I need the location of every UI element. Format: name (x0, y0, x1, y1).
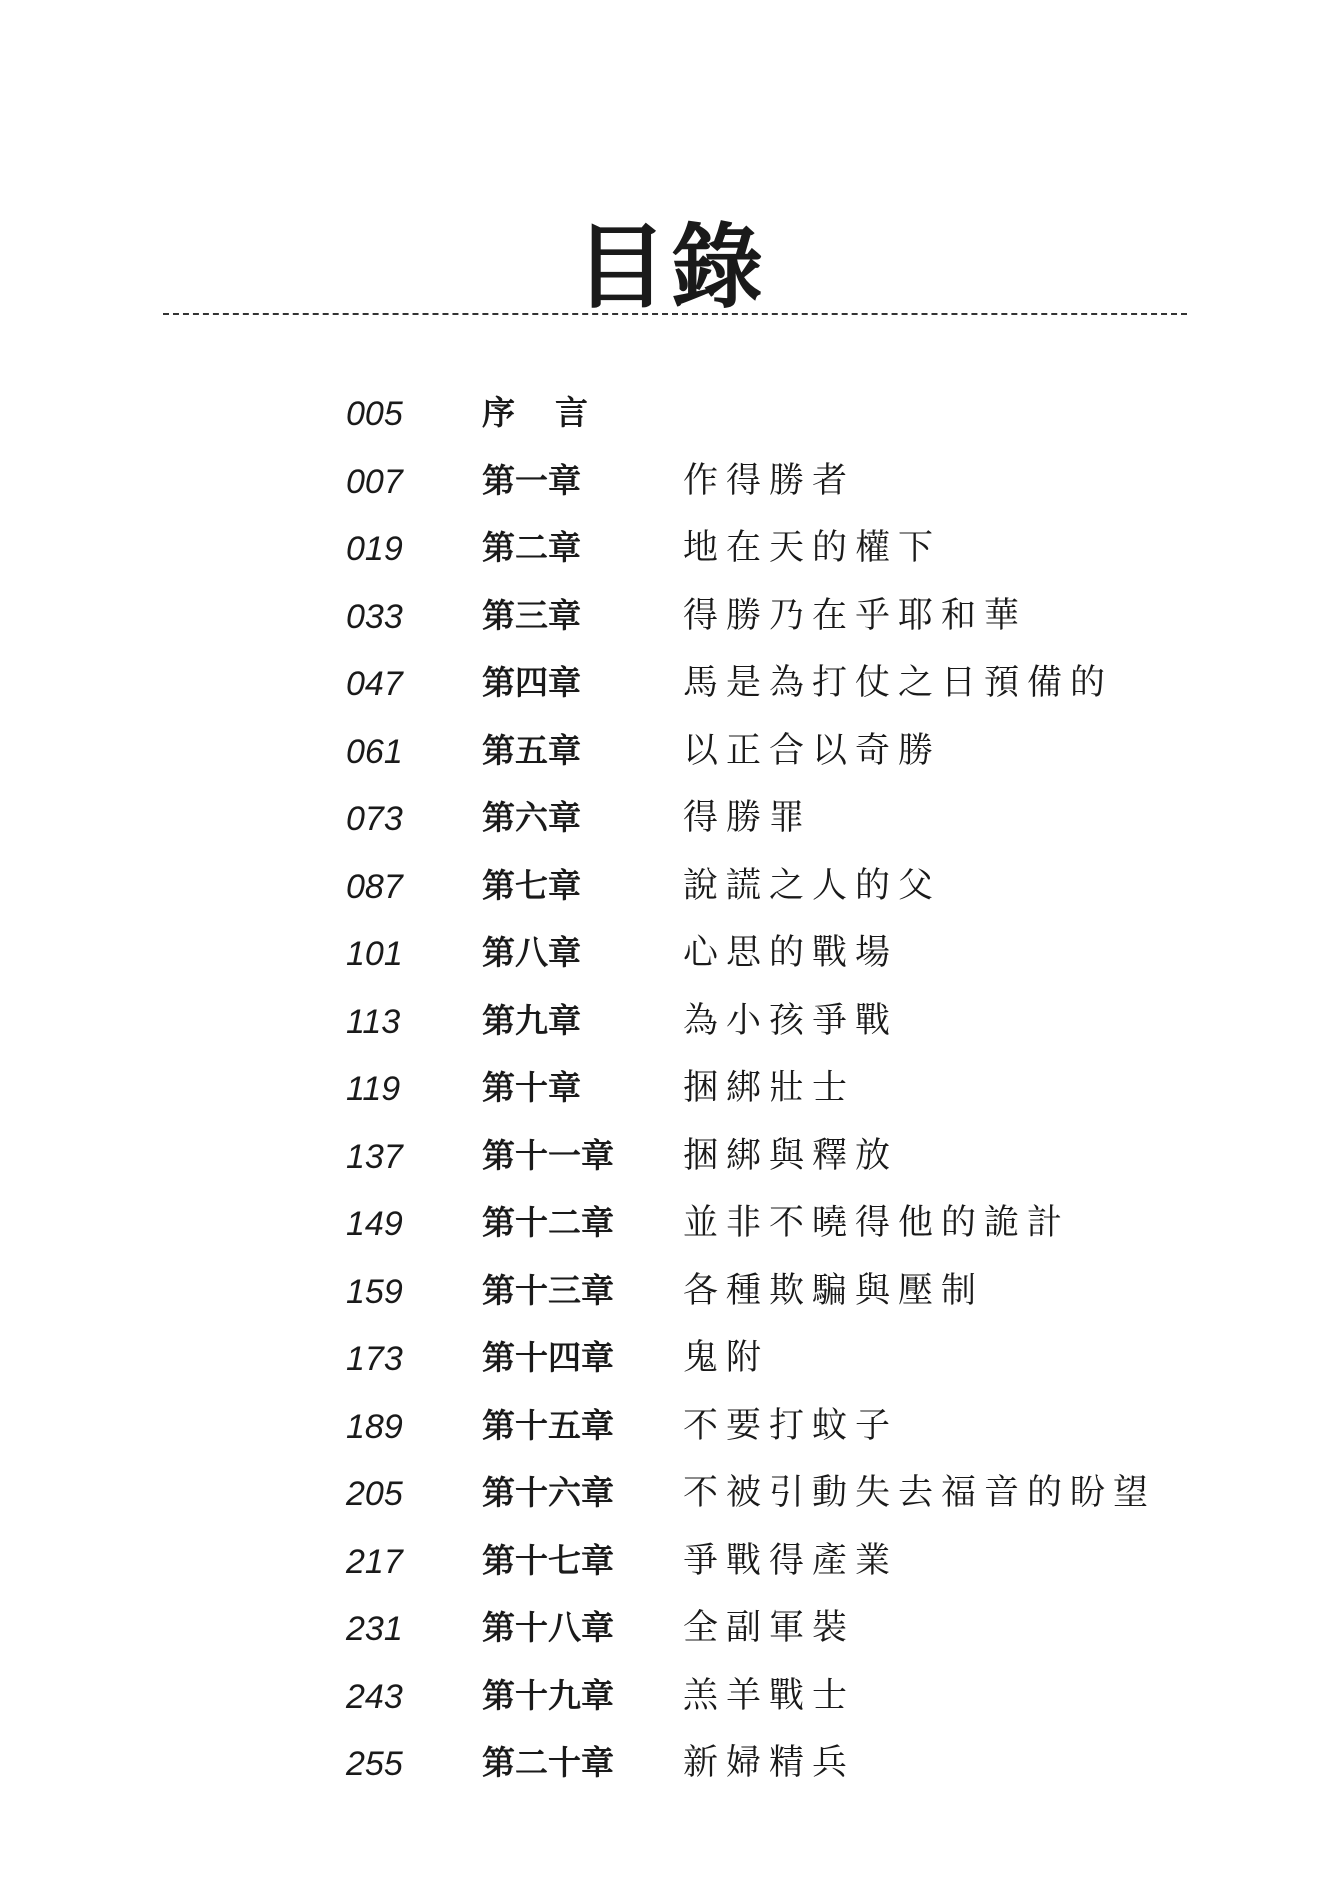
toc-row[interactable] (0, 589, 1342, 657)
page-number: 119 (346, 1070, 401, 1108)
toc-row[interactable] (0, 926, 1342, 994)
chapter-title: 爭戰得產業 (683, 1540, 899, 1581)
chapter-title: 作得勝者 (683, 460, 856, 501)
page-number: 243 (346, 1677, 403, 1716)
chapter-title: 得勝罪 (683, 798, 813, 838)
toc-row[interactable] (0, 1196, 1342, 1264)
page-number: 189 (346, 1407, 403, 1446)
chapter-title: 心思的戰場 (683, 933, 899, 973)
toc-row[interactable] (0, 521, 1342, 589)
toc-row[interactable] (0, 1736, 1342, 1804)
chapter-title: 鬼附 (683, 1338, 770, 1378)
chapter-title: 馬是為打仗之日預備的 (683, 663, 1114, 703)
page-number: 033 (346, 597, 403, 636)
page-number: 073 (346, 800, 403, 838)
chapter-title: 不要打蚊子 (683, 1405, 899, 1446)
chapter-title: 捆綁與釋放 (683, 1135, 899, 1176)
chapter-label: 第十四章 (482, 1338, 614, 1377)
page-number: 217 (346, 1542, 403, 1581)
toc-row[interactable] (0, 1061, 1342, 1129)
chapter-label: 第十一章 (482, 1135, 614, 1175)
chapter-title: 捆綁壯士 (683, 1068, 856, 1108)
page-number: 007 (346, 462, 403, 501)
toc-row[interactable] (0, 1399, 1342, 1467)
chapter-title: 地在天的權下 (683, 528, 942, 568)
page-number: 005 (346, 395, 403, 433)
toc-row[interactable] (0, 386, 1342, 454)
page-number: 159 (346, 1272, 403, 1311)
chapter-label: 第三章 (482, 595, 581, 635)
chapter-label: 第十七章 (482, 1540, 614, 1580)
page-number: 137 (346, 1137, 403, 1176)
chapter-title: 全副軍裝 (683, 1608, 856, 1648)
page-number: 205 (346, 1475, 403, 1513)
chapter-label: 第九章 (482, 1000, 581, 1040)
chapter-label: 第十二章 (482, 1203, 614, 1242)
chapter-label: 第十章 (482, 1068, 581, 1107)
toc-row[interactable] (0, 859, 1342, 927)
page-number: 087 (346, 867, 403, 906)
chapter-label: 第十六章 (482, 1473, 614, 1512)
chapter-label: 序言 (482, 393, 628, 432)
toc-row[interactable] (0, 1331, 1342, 1399)
toc-row[interactable] (0, 1601, 1342, 1669)
toc-row[interactable] (0, 454, 1342, 522)
chapter-title: 新婦精兵 (683, 1743, 856, 1783)
table-of-contents (0, 386, 1342, 1804)
page-number: 173 (346, 1340, 403, 1378)
chapter-title: 說謊之人的父 (683, 865, 942, 906)
page-number: 101 (346, 935, 403, 973)
chapter-label: 第十五章 (482, 1405, 614, 1445)
toc-row[interactable] (0, 1534, 1342, 1602)
chapter-title: 羔羊戰士 (683, 1675, 856, 1716)
chapter-label: 第六章 (482, 798, 581, 837)
chapter-title: 不被引動失去福音的盼望 (683, 1473, 1157, 1513)
toc-row[interactable] (0, 994, 1342, 1062)
chapter-label: 第五章 (482, 730, 581, 770)
chapter-label: 第二十章 (482, 1743, 614, 1782)
page-number: 113 (346, 1002, 401, 1041)
page-number: 149 (346, 1205, 403, 1243)
chapter-title: 為小孩爭戰 (683, 1000, 899, 1041)
page-number: 255 (346, 1745, 403, 1783)
chapter-label: 第十八章 (482, 1608, 614, 1647)
chapter-label: 第八章 (482, 933, 581, 972)
toc-row[interactable] (0, 724, 1342, 792)
toc-row[interactable] (0, 1264, 1342, 1332)
chapter-title: 各種欺騙與壓制 (683, 1270, 985, 1311)
page-number: 061 (346, 732, 403, 771)
chapter-label: 第十九章 (482, 1675, 614, 1715)
toc-row[interactable] (0, 656, 1342, 724)
toc-row[interactable] (0, 1669, 1342, 1737)
chapter-title: 並非不曉得他的詭計 (683, 1203, 1071, 1243)
toc-row[interactable] (0, 1129, 1342, 1197)
page-number: 019 (346, 530, 403, 568)
chapter-title: 得勝乃在乎耶和華 (683, 595, 1028, 636)
toc-row[interactable] (0, 791, 1342, 859)
page-number: 231 (346, 1610, 403, 1648)
dashed-divider (163, 313, 1187, 315)
toc-row[interactable] (0, 1466, 1342, 1534)
page-number: 047 (346, 665, 403, 703)
chapter-label: 第一章 (482, 460, 581, 500)
chapter-label: 第四章 (482, 663, 581, 702)
chapter-label: 第二章 (482, 528, 581, 567)
chapter-label: 第十三章 (482, 1270, 614, 1310)
page-title: 目錄 (574, 212, 767, 321)
chapter-title: 以正合以奇勝 (683, 730, 942, 771)
chapter-label: 第七章 (482, 865, 581, 905)
